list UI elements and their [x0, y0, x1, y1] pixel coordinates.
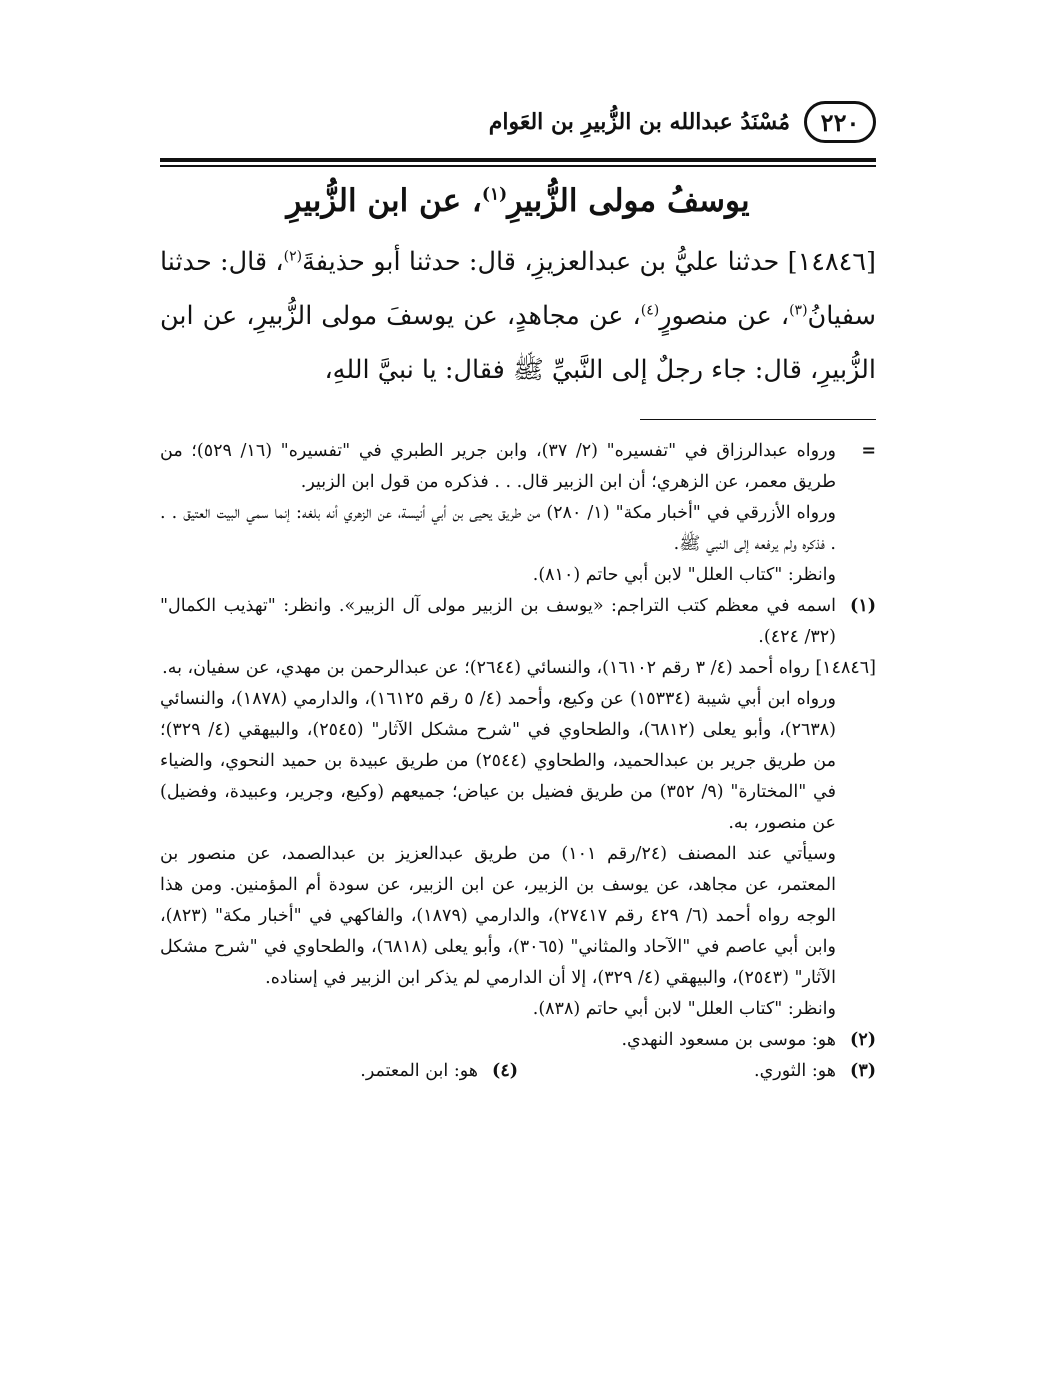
- page-number: ٢٢٠: [804, 101, 876, 143]
- hadith-text-4: ، عن مجاهدٍ، عن يوسفَ مولى الزُّبيرِ، عن ابن الزُّبيرِ، قال: جاء رجلٌ إلى النَّبيِّ ﷺ فقال: يا نبيَّ اللهِ،: [160, 300, 876, 385]
- continuation-mark: =: [861, 441, 876, 461]
- header-rule-thick: [160, 158, 876, 162]
- book-page: [160, 100, 876, 1087]
- main-text: [160, 235, 876, 397]
- hadith-number: [١٤٨٤٦]: [787, 246, 876, 277]
- chapter-title: [160, 179, 876, 223]
- chapter-title-text: يوسفُ مولى الزُّبيرِ: [507, 182, 750, 219]
- footnote-text: اسمه في معظم كتب التراجم: «يوسف بن الزبير مولى آل الزبير». وانظر: "تهذيب الكمال" (٣٢/ ٤٢٤).: [160, 596, 836, 647]
- running-title: مُسْنَدُ عبدالله بن الزُّبيرِ بن العَوام: [488, 109, 790, 135]
- footnotes: [160, 436, 876, 1087]
- footnote-mark: (٣): [850, 1061, 876, 1081]
- footnote-line: ورواه عبدالرزاق في "تفسيره" (٢/ ٣٧)، وابن جرير الطبري في "تفسيره" (١٦/ ٥٢٩)؛ من طريق معمر، عن الزهري؛ أن ابن الزبير قال. . . فذكره من قول ابن الزبير.: [160, 441, 836, 492]
- footnote-line: [160, 653, 876, 684]
- footnote-line: ورواه الأزرقي في "أخبار مكة" (١/ ٢٨٠) من طريق يحيى بن أبي أنيسة، عن الزهري أنه بلغه: إنما سمي البيت العتيق . . . فذكره ولم يرفعه إلى النبي ﷺ.: [160, 503, 836, 554]
- footnote-continuation: [160, 436, 876, 591]
- footnote-3: [518, 1056, 876, 1087]
- hadith-text-3: ، عن منصورٍ: [659, 300, 790, 331]
- footnote-line: وسيأتي عند المصنف (٢٤/رقم ١٠١) من طريق عبدالعزيز بن عبدالصمد، عن منصور بن المعتمر، عن مجاهد، عن يوسف بن الزبير، عن ابن الزبير، عن سودة أم المؤمنين. ومن هذا الوجه رواه أحمد (٦/ ٤٢٩ رقم ٢٧٤١٧)، والدارمي (١٨٧٩)، والفاكهي في "أخبار مكة" (٨٢٣)، وابن أبي عاصم في "الآحاد والمثاني" (٣٠٦٥)، وأبو يعلى (٦٨١٨)، والطحاوي في "شرح مشكل الآثار" (٢٥٤٣)، والبيهقي (٤/ ٣٢٩)، إلا أن الدارمي لم يذكر ابن الزبير في إسناده.: [160, 844, 837, 988]
- footnote-ref-3: (٣): [789, 302, 808, 318]
- footnote-ref-1: (١): [481, 184, 508, 205]
- footnote-hadith: [160, 653, 876, 1025]
- footnote-line: ورواه ابن أبي شيبة (١٥٣٣٤) عن وكيع، وأحمد (٤/ ٥ رقم ١٦١٢٥)، والدارمي (١٨٧٨)، والنسائي (٢٦٣٨)، وأبو يعلى (٦٨١٢)، والطحاوي في "شرح مشكل الآثار" (٢٥٤٥)، والبيهقي (٤/ ٣٢٩)؛ من طريق جرير بن عبدالحميد، والطحاوي (٢٥٤٤) من طريق عبيدة بن حميد النحوي، والضياء في "المختارة" (٩/ ٣٥٢) من طريق فضيل بن عياض؛ جميعهم (وكيع، وجرير، وعبيدة، وفضيل) عن منصور، به.: [160, 689, 837, 833]
- footnote-1: [160, 591, 876, 653]
- footnote-2: [160, 1025, 876, 1056]
- hadith-text-2: ، قال: حدثنا سفيانُ: [160, 246, 876, 331]
- footnote-mark: (٤): [492, 1061, 518, 1081]
- footnote-hadith-mark: [١٤٨٤٦]: [815, 658, 876, 678]
- chapter-title-tail: ، عن ابن الزُّبيرِ: [286, 182, 482, 219]
- footnote-text: هو: الثوري.: [754, 1061, 836, 1081]
- footnote-line: وانظر: "كتاب العلل" لابن أبي حاتم (٨٣٨).: [532, 999, 836, 1019]
- footnote-mark: (٢): [850, 1030, 876, 1050]
- header-rule-thin: [160, 165, 876, 167]
- footnote-mark: (١): [850, 596, 876, 616]
- footnote-text: هو: ابن المعتمر.: [360, 1061, 478, 1081]
- footnote-ref-2: (٢): [283, 248, 303, 264]
- footnote-ref-4: (٤): [640, 302, 660, 318]
- footnote-hadith-text: رواه أحمد (٤/ ٣ رقم ١٦١٠٢)، والنسائي (٢٦٤٤)؛ عن عبدالرحمن بن مهدي، عن سفيان، به.: [162, 658, 810, 678]
- hadith-text-1: حدثنا عليُّ بن عبدالعزيزِ، قال: حدثنا أبو حذيفةَ: [302, 246, 780, 277]
- footnote-line: وانظر: "كتاب العلل" لابن أبي حاتم (٨١٠).: [532, 565, 836, 585]
- page-header: [160, 100, 876, 144]
- hadith-paragraph: [160, 235, 876, 397]
- footnotes-3-4: [160, 1056, 876, 1087]
- footnote-separator: [640, 419, 876, 421]
- footnote-text: هو: موسى بن مسعود النهدي.: [621, 1030, 836, 1050]
- footnote-4: [160, 1056, 518, 1087]
